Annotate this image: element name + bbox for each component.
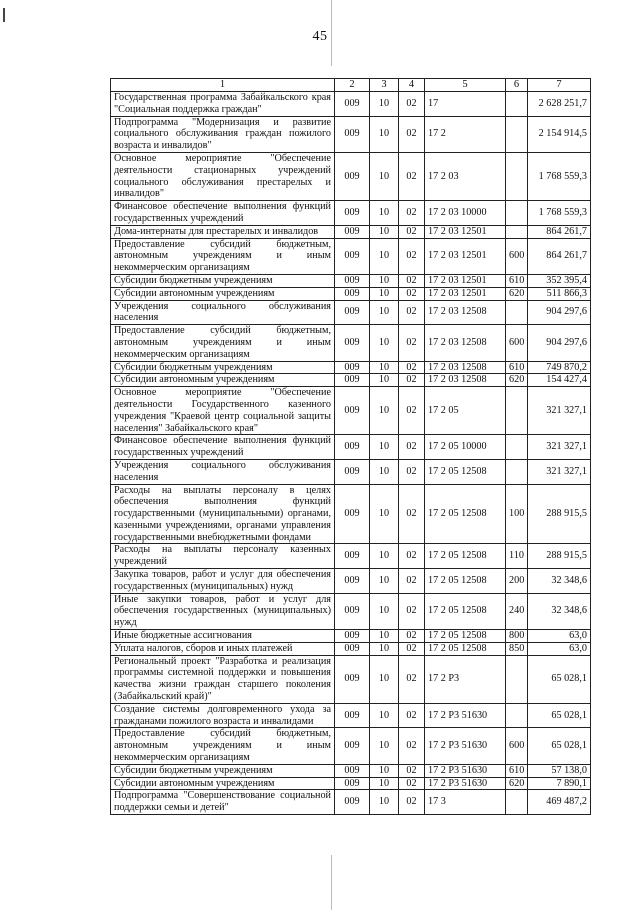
expense-type-cell (506, 703, 528, 728)
target-article-cell: 17 2 P3 51630 (425, 703, 506, 728)
expense-type-cell (506, 459, 528, 484)
amount-cell: 864 261,7 (528, 225, 591, 238)
grbs-code-cell: 009 (335, 703, 370, 728)
amount-cell: 288 915,5 (528, 544, 591, 569)
target-article-cell: 17 2 05 12508 (425, 630, 506, 643)
table-row (111, 655, 591, 703)
expense-type-cell: 600 (506, 325, 528, 361)
subsection-code-cell: 02 (399, 642, 425, 655)
table-row (111, 459, 591, 484)
table-row (111, 116, 591, 152)
section-code-cell: 10 (370, 325, 399, 361)
expense-type-cell: 610 (506, 274, 528, 287)
expense-type-cell: 200 (506, 569, 528, 594)
table-row (111, 484, 591, 544)
expense-type-cell: 850 (506, 642, 528, 655)
expense-type-cell: 610 (506, 361, 528, 374)
amount-cell: 57 138,0 (528, 764, 591, 777)
subsection-code-cell: 02 (399, 593, 425, 629)
amount-cell: 63,0 (528, 630, 591, 643)
section-code-cell: 10 (370, 593, 399, 629)
section-code-cell: 10 (370, 225, 399, 238)
section-code-cell: 10 (370, 238, 399, 274)
amount-cell: 7 890,1 (528, 777, 591, 790)
expense-type-cell: 620 (506, 374, 528, 387)
target-article-cell: 17 2 03 12508 (425, 374, 506, 387)
column-header: 7 (528, 79, 591, 92)
expense-name-cell: Субсидии автономным учреждениям (111, 287, 335, 300)
section-code-cell: 10 (370, 777, 399, 790)
target-article-cell: 17 2 03 12501 (425, 238, 506, 274)
subsection-code-cell: 02 (399, 777, 425, 790)
expense-type-cell: 620 (506, 777, 528, 790)
expense-name-cell: Расходы на выплаты персоналу в целях обеспечения выполнения функций государственными (муниципальными) органами, казенными учреждениями, органами управления государственными внебюджетными фондами (111, 484, 335, 544)
amount-cell: 65 028,1 (528, 655, 591, 703)
grbs-code-cell: 009 (335, 92, 370, 117)
expense-type-cell: 110 (506, 544, 528, 569)
grbs-code-cell: 009 (335, 642, 370, 655)
grbs-code-cell: 009 (335, 790, 370, 815)
amount-cell: 321 327,1 (528, 459, 591, 484)
table-row (111, 764, 591, 777)
table-row (111, 544, 591, 569)
expense-type-cell: 100 (506, 484, 528, 544)
expense-type-cell (506, 435, 528, 460)
amount-cell: 1 768 559,3 (528, 152, 591, 200)
target-article-cell: 17 2 05 10000 (425, 435, 506, 460)
section-code-cell: 10 (370, 728, 399, 764)
target-article-cell: 17 2 P3 (425, 655, 506, 703)
grbs-code-cell: 009 (335, 728, 370, 764)
table-row (111, 593, 591, 629)
table-row (111, 238, 591, 274)
subsection-code-cell: 02 (399, 790, 425, 815)
subsection-code-cell: 02 (399, 238, 425, 274)
subsection-code-cell: 02 (399, 374, 425, 387)
expense-name-cell: Государственная программа Забайкальского края "Социальная поддержка граждан" (111, 92, 335, 117)
grbs-code-cell: 009 (335, 225, 370, 238)
subsection-code-cell: 02 (399, 435, 425, 460)
grbs-code-cell: 009 (335, 300, 370, 325)
expense-name-cell: Субсидии бюджетным учреждениям (111, 764, 335, 777)
expense-name-cell: Предоставление субсидий бюджетным, автономным учреждениям и иным некоммерческим организациям (111, 325, 335, 361)
page-number: 45 (312, 29, 328, 44)
grbs-code-cell: 009 (335, 655, 370, 703)
subsection-code-cell: 02 (399, 728, 425, 764)
table-row (111, 287, 591, 300)
subsection-code-cell: 02 (399, 225, 425, 238)
amount-cell: 904 297,6 (528, 300, 591, 325)
expense-name-cell: Региональный проект "Разработка и реализация программы системной поддержки и повышения качества жизни граждан старшего поколения (Забайкальский край)" (111, 655, 335, 703)
target-article-cell: 17 2 P3 51630 (425, 728, 506, 764)
grbs-code-cell: 009 (335, 361, 370, 374)
section-code-cell: 10 (370, 201, 399, 226)
expense-name-cell: Учреждения социального обслуживания населения (111, 459, 335, 484)
expense-name-cell: Учреждения социального обслуживания населения (111, 300, 335, 325)
column-header: 4 (399, 79, 425, 92)
grbs-code-cell: 009 (335, 435, 370, 460)
amount-cell: 154 427,4 (528, 374, 591, 387)
subsection-code-cell: 02 (399, 569, 425, 594)
subsection-code-cell: 02 (399, 655, 425, 703)
expense-name-cell: Иные закупки товаров, работ и услуг для обеспечения государственных (муниципальных) нужд (111, 593, 335, 629)
expense-type-cell: 600 (506, 238, 528, 274)
grbs-code-cell: 009 (335, 593, 370, 629)
expense-name-cell: Закупка товаров, работ и услуг для обеспечения государственных (муниципальных) нужд (111, 569, 335, 594)
expense-type-cell: 800 (506, 630, 528, 643)
expense-name-cell: Подпрограмма "Модернизация и развитие социального обслуживания граждан пожилого возраста и инвалидов" (111, 116, 335, 152)
target-article-cell: 17 2 03 12508 (425, 361, 506, 374)
section-code-cell: 10 (370, 116, 399, 152)
amount-cell: 749 870,2 (528, 361, 591, 374)
target-article-cell: 17 2 03 10000 (425, 201, 506, 226)
expense-type-cell: 240 (506, 593, 528, 629)
column-header: 5 (425, 79, 506, 92)
table-row (111, 274, 591, 287)
section-code-cell: 10 (370, 655, 399, 703)
target-article-cell: 17 2 P3 51630 (425, 764, 506, 777)
amount-cell: 288 915,5 (528, 484, 591, 544)
expense-name-cell: Иные бюджетные ассигнования (111, 630, 335, 643)
amount-cell: 469 487,2 (528, 790, 591, 815)
section-code-cell: 10 (370, 790, 399, 815)
grbs-code-cell: 009 (335, 544, 370, 569)
grbs-code-cell: 009 (335, 274, 370, 287)
table-row (111, 728, 591, 764)
amount-cell: 511 866,3 (528, 287, 591, 300)
section-code-cell: 10 (370, 642, 399, 655)
subsection-code-cell: 02 (399, 325, 425, 361)
section-code-cell: 10 (370, 152, 399, 200)
amount-cell: 2 628 251,7 (528, 92, 591, 117)
expense-name-cell: Создание системы долговременного ухода за гражданами пожилого возраста и инвалидами (111, 703, 335, 728)
subsection-code-cell: 02 (399, 387, 425, 435)
grbs-code-cell: 009 (335, 287, 370, 300)
target-article-cell: 17 (425, 92, 506, 117)
section-code-cell: 10 (370, 764, 399, 777)
expense-name-cell: Субсидии бюджетным учреждениям (111, 274, 335, 287)
table-row (111, 387, 591, 435)
table-row (111, 201, 591, 226)
expense-type-cell (506, 387, 528, 435)
table-row (111, 225, 591, 238)
expense-type-cell (506, 116, 528, 152)
column-header: 6 (506, 79, 528, 92)
expense-name-cell: Подпрограмма "Совершенствование социальной поддержки семьи и детей" (111, 790, 335, 815)
column-header: 2 (335, 79, 370, 92)
expense-name-cell: Дома-интернаты для престарелых и инвалидов (111, 225, 335, 238)
subsection-code-cell: 02 (399, 630, 425, 643)
expense-name-cell: Финансовое обеспечение выполнения функций государственных учреждений (111, 435, 335, 460)
expense-name-cell: Субсидии автономным учреждениям (111, 374, 335, 387)
subsection-code-cell: 02 (399, 201, 425, 226)
expense-type-cell: 620 (506, 287, 528, 300)
grbs-code-cell: 009 (335, 238, 370, 274)
table-row (111, 92, 591, 117)
section-code-cell: 10 (370, 569, 399, 594)
target-article-cell: 17 2 03 12508 (425, 325, 506, 361)
expense-type-cell (506, 92, 528, 117)
expense-name-cell: Основное мероприятие "Обеспечение деятельности Государственного казенного учреждения "Краевой центр социальной защиты населения" Забайкальского края" (111, 387, 335, 435)
amount-cell: 32 348,6 (528, 593, 591, 629)
amount-cell: 352 395,4 (528, 274, 591, 287)
subsection-code-cell: 02 (399, 274, 425, 287)
grbs-code-cell: 009 (335, 152, 370, 200)
margin-mark (3, 8, 5, 22)
target-article-cell: 17 2 05 12508 (425, 484, 506, 544)
table-row (111, 642, 591, 655)
expense-type-cell (506, 152, 528, 200)
expense-type-cell: 610 (506, 764, 528, 777)
target-article-cell: 17 2 05 (425, 387, 506, 435)
grbs-code-cell: 009 (335, 630, 370, 643)
expense-type-cell: 600 (506, 728, 528, 764)
section-code-cell: 10 (370, 435, 399, 460)
subsection-code-cell: 02 (399, 764, 425, 777)
table-row (111, 152, 591, 200)
budget-table (110, 78, 591, 815)
section-code-cell: 10 (370, 274, 399, 287)
scan-fold-line-bottom (331, 855, 332, 910)
expense-type-cell (506, 300, 528, 325)
expense-name-cell: Уплата налогов, сборов и иных платежей (111, 642, 335, 655)
table-row (111, 777, 591, 790)
table-row (111, 569, 591, 594)
subsection-code-cell: 02 (399, 300, 425, 325)
amount-cell: 1 768 559,3 (528, 201, 591, 226)
column-header: 3 (370, 79, 399, 92)
target-article-cell: 17 2 03 12508 (425, 300, 506, 325)
table-row (111, 790, 591, 815)
expense-name-cell: Предоставление субсидий бюджетным, автономным учреждениям и иным некоммерческим организациям (111, 728, 335, 764)
target-article-cell: 17 2 P3 51630 (425, 777, 506, 790)
target-article-cell: 17 2 05 12508 (425, 459, 506, 484)
subsection-code-cell: 02 (399, 116, 425, 152)
grbs-code-cell: 009 (335, 387, 370, 435)
expense-name-cell: Субсидии бюджетным учреждениям (111, 361, 335, 374)
expense-type-cell (506, 225, 528, 238)
table-row (111, 374, 591, 387)
amount-cell: 321 327,1 (528, 387, 591, 435)
amount-cell: 2 154 914,5 (528, 116, 591, 152)
table-row (111, 630, 591, 643)
table-header-row (111, 79, 591, 92)
grbs-code-cell: 009 (335, 764, 370, 777)
target-article-cell: 17 2 05 12508 (425, 593, 506, 629)
amount-cell: 63,0 (528, 642, 591, 655)
amount-cell: 321 327,1 (528, 435, 591, 460)
section-code-cell: 10 (370, 300, 399, 325)
section-code-cell: 10 (370, 287, 399, 300)
amount-cell: 65 028,1 (528, 703, 591, 728)
table-row (111, 300, 591, 325)
expense-name-cell: Финансовое обеспечение выполнения функций государственных учреждений (111, 201, 335, 226)
section-code-cell: 10 (370, 92, 399, 117)
target-article-cell: 17 2 05 12508 (425, 642, 506, 655)
subsection-code-cell: 02 (399, 544, 425, 569)
amount-cell: 65 028,1 (528, 728, 591, 764)
grbs-code-cell: 009 (335, 569, 370, 594)
grbs-code-cell: 009 (335, 777, 370, 790)
subsection-code-cell: 02 (399, 152, 425, 200)
table-row (111, 703, 591, 728)
subsection-code-cell: 02 (399, 92, 425, 117)
amount-cell: 904 297,6 (528, 325, 591, 361)
section-code-cell: 10 (370, 361, 399, 374)
section-code-cell: 10 (370, 387, 399, 435)
grbs-code-cell: 009 (335, 374, 370, 387)
expense-type-cell (506, 790, 528, 815)
grbs-code-cell: 009 (335, 484, 370, 544)
grbs-code-cell: 009 (335, 116, 370, 152)
expense-name-cell: Субсидии автономным учреждениям (111, 777, 335, 790)
target-article-cell: 17 2 03 12501 (425, 287, 506, 300)
column-header: 1 (111, 79, 335, 92)
expense-type-cell (506, 655, 528, 703)
section-code-cell: 10 (370, 459, 399, 484)
table-row (111, 361, 591, 374)
target-article-cell: 17 2 05 12508 (425, 544, 506, 569)
subsection-code-cell: 02 (399, 703, 425, 728)
grbs-code-cell: 009 (335, 201, 370, 226)
target-article-cell: 17 3 (425, 790, 506, 815)
section-code-cell: 10 (370, 374, 399, 387)
subsection-code-cell: 02 (399, 484, 425, 544)
expense-name-cell: Расходы на выплаты персоналу казенных учреждений (111, 544, 335, 569)
grbs-code-cell: 009 (335, 459, 370, 484)
table-row (111, 435, 591, 460)
section-code-cell: 10 (370, 544, 399, 569)
expense-name-cell: Предоставление субсидий бюджетным, автономным учреждениям и иным некоммерческим организациям (111, 238, 335, 274)
target-article-cell: 17 2 (425, 116, 506, 152)
section-code-cell: 10 (370, 703, 399, 728)
table-body (111, 92, 591, 815)
expense-name-cell: Основное мероприятие "Обеспечение деятельности стационарных учреждений социального обслуживания престарелых и инвалидов" (111, 152, 335, 200)
amount-cell: 32 348,6 (528, 569, 591, 594)
target-article-cell: 17 2 03 12501 (425, 225, 506, 238)
grbs-code-cell: 009 (335, 325, 370, 361)
target-article-cell: 17 2 03 12501 (425, 274, 506, 287)
subsection-code-cell: 02 (399, 459, 425, 484)
subsection-code-cell: 02 (399, 287, 425, 300)
target-article-cell: 17 2 03 (425, 152, 506, 200)
target-article-cell: 17 2 05 12508 (425, 569, 506, 594)
table-row (111, 325, 591, 361)
subsection-code-cell: 02 (399, 361, 425, 374)
section-code-cell: 10 (370, 630, 399, 643)
amount-cell: 864 261,7 (528, 238, 591, 274)
expense-type-cell (506, 201, 528, 226)
section-code-cell: 10 (370, 484, 399, 544)
